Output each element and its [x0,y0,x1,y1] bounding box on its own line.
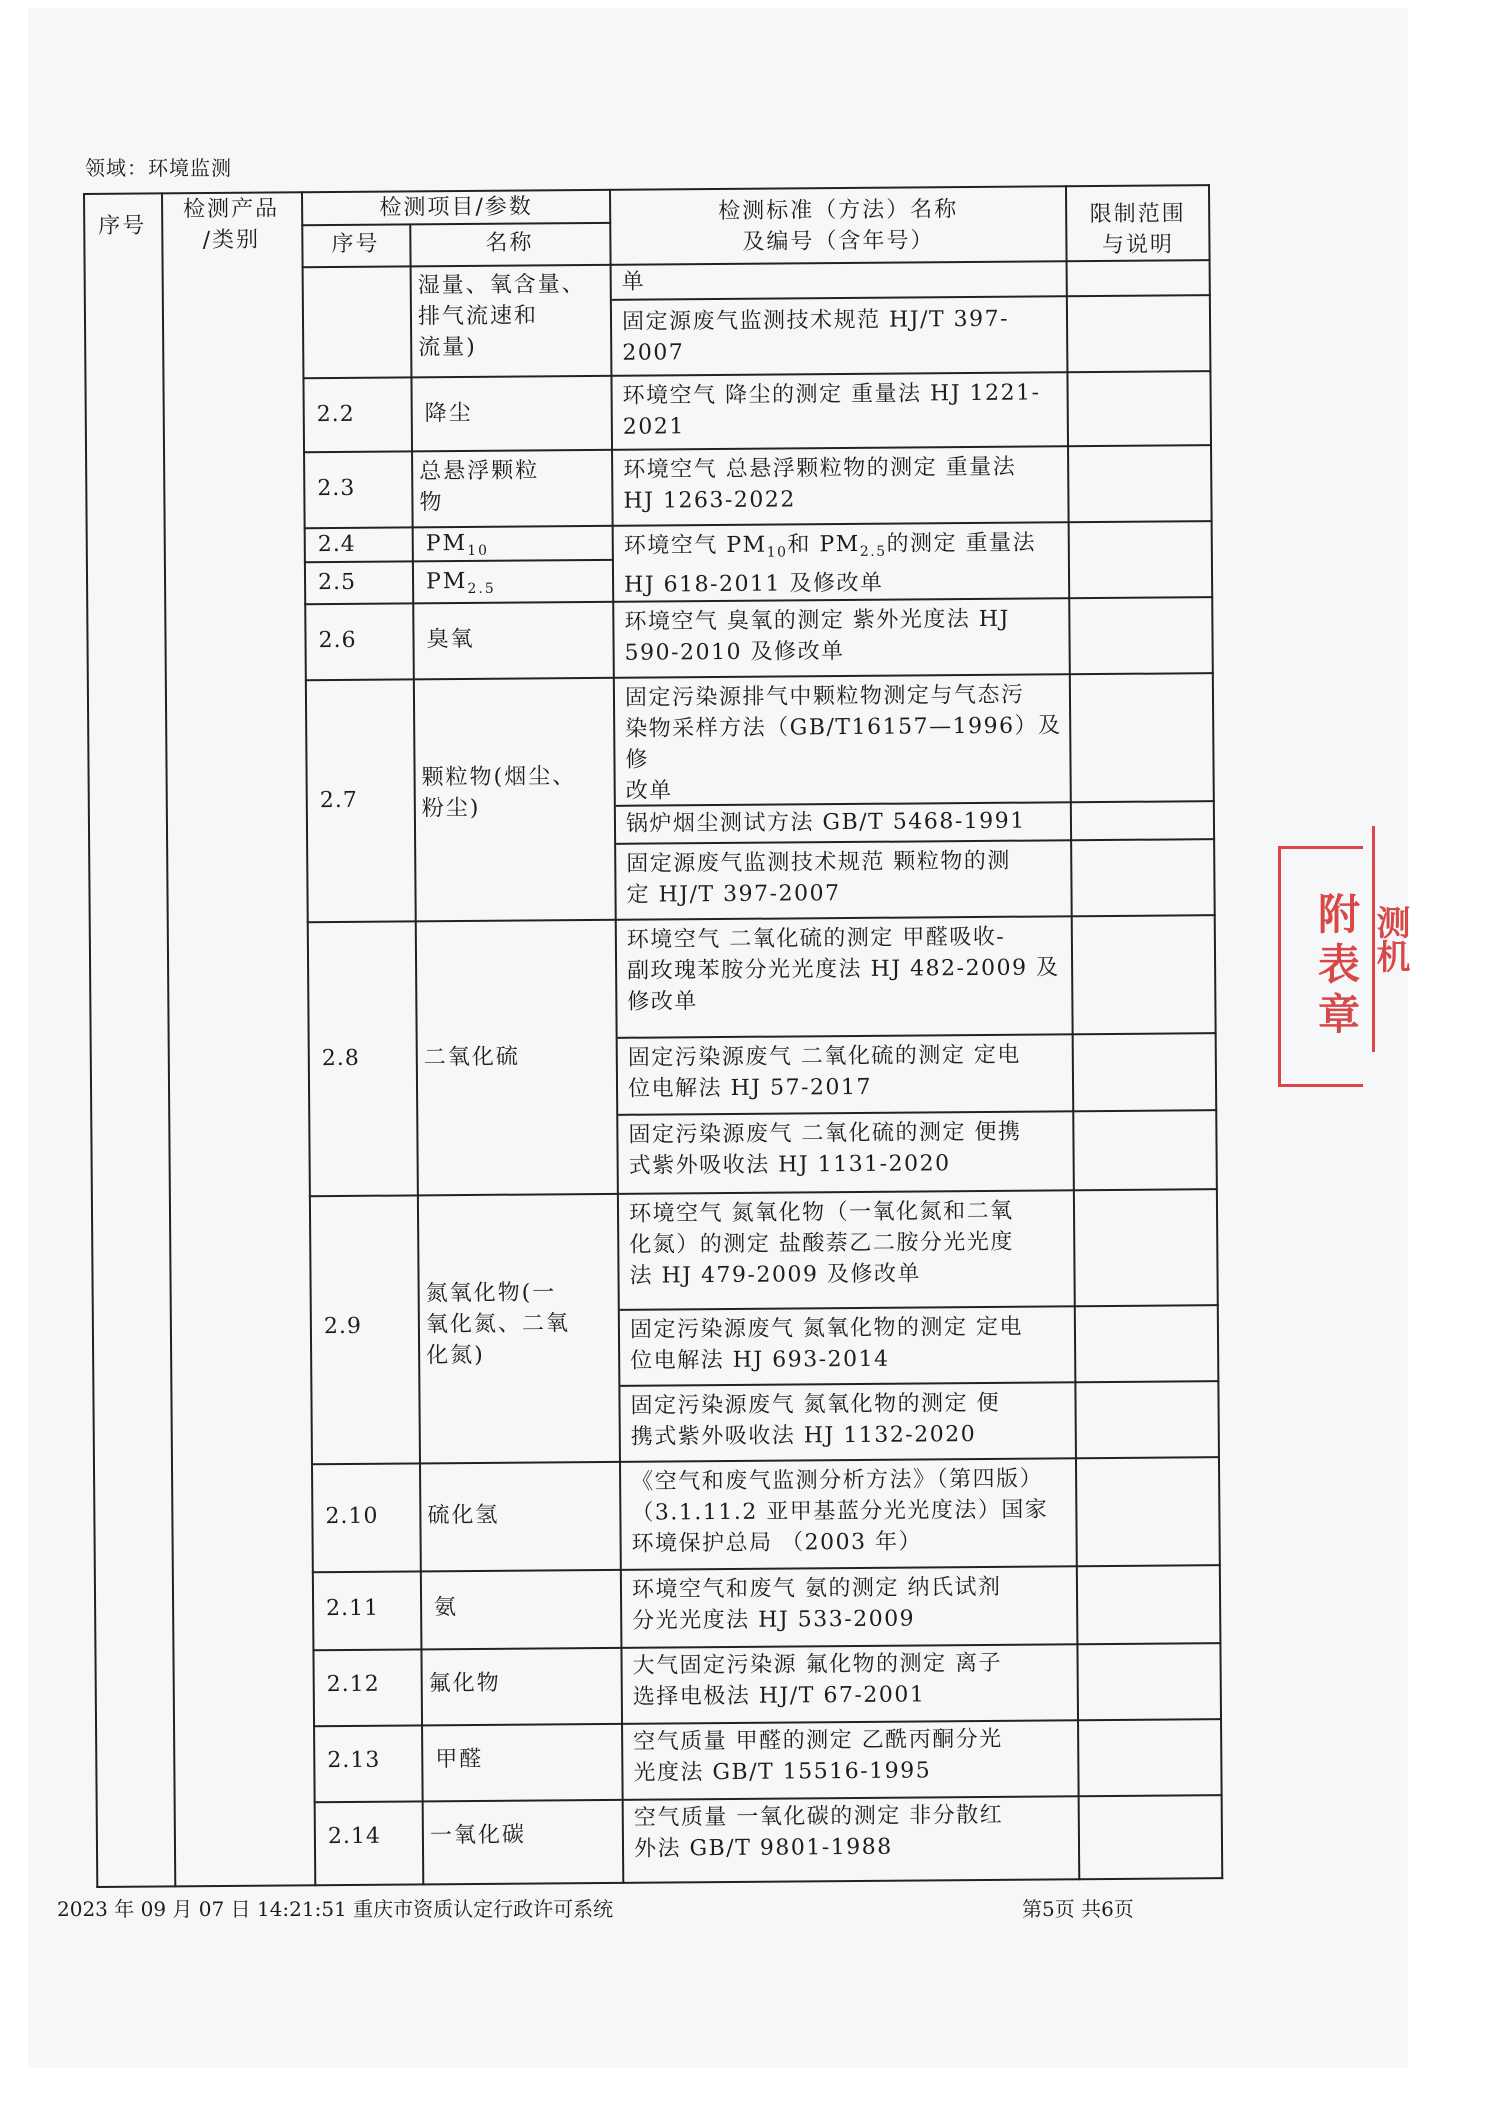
item-name: 硫化氢 [427,1502,500,1529]
standard-text: 固定污染源废气 二氧化硫的测定 便携 式紫外吸收法 HJ 1131-2020 [628,1119,1022,1179]
col-divider-1 [161,192,176,1887]
row-line [618,1032,1217,1039]
standard-text: 环境空气 臭氧的测定 紫外光度法 HJ 590-2010 及修改单 [624,606,1010,666]
row-line [312,1564,1221,1573]
footer-timestamp: 2023 年 09 月 07 日 14:21:51 重庆市资质认定行政许可系统 [57,1897,614,1921]
item-name: 湿量、氧含量、 排气流速和 流量) [417,272,586,361]
standard-text: 大气固定污染源 氟化物的测定 离子 选择电极法 HJ/T 67-2001 [632,1650,1003,1710]
standard-text: 固定源废气监测技术规范 HJ/T 397- 2007 [621,306,1010,366]
item-seq: 2.8 [321,1045,360,1072]
standard-text: 空气质量 一氧化碳的测定 非分散红 外法 GB/T 9801-1988 [633,1802,1004,1862]
official-seal-stamp: 附表章 [1278,846,1363,1087]
item-seq: 2.6 [318,627,357,654]
item-seq: 2.7 [319,787,358,814]
field-label: 领域：环境监测 [85,156,232,180]
standard-text: 环境空气和废气 氨的测定 纳氏试剂 分光光度法 HJ 533-2009 [631,1574,1002,1634]
item-name: 氟化物 [428,1670,501,1697]
header-standard: 检测标准（方法）名称 及编号（含年号） [718,197,959,255]
item-name: 二氧化硫 [423,1044,520,1071]
item-name: 颗粒物(烟尘、 粉尘) [421,764,577,822]
row-line [620,1304,1219,1311]
item-name: 臭氧 [426,626,475,653]
item-name: $PM_{2.5}$ [425,568,496,597]
col-divider-2 [301,191,316,1886]
header-item-seq: 序号 [331,231,380,258]
item-seq: 2.9 [323,1313,363,1340]
item-seq: 2.2 [316,401,355,428]
row-line [311,1456,1220,1465]
accreditation-table [83,184,1223,1888]
header-seq: 序号 [98,213,147,239]
standard-text: 环境空气 $PM_{10}$和 $PM_{2.5}$的测定 重量法 HJ 618-2011 及修改单 [623,530,1037,598]
footer-page-number: 第5页 共6页 [1022,1897,1134,1921]
standard-text: 空气质量 甲醛的测定 乙酰丙酮分光 光度法 GB/T 15516-1995 [633,1726,1003,1786]
row-line [309,1188,1218,1197]
item-seq: 2.10 [325,1503,379,1530]
standard-text: 固定污染源废气 二氧化硫的测定 定电 位电解法 HJ 57-2017 [627,1042,1021,1102]
standard-text: 环境空气 总悬浮颗粒物的测定 重量法 HJ 1263-2022 [623,454,1017,514]
standard-text: 单 [621,269,646,295]
row-line [305,672,1214,681]
standard-text: 固定污染源废气 氮氧化物的测定 便 携式紫外吸收法 HJ 1132-2020 [630,1390,1001,1450]
item-seq: 2.14 [327,1823,381,1850]
item-seq: 2.12 [326,1671,380,1698]
item-name: 氨 [434,1595,459,1621]
standard-text: 环境空气 二氧化硫的测定 甲醛吸收- 副玫瑰苯胺分光光度法 HJ 482-2009 及 修改单 [626,924,1060,1015]
header-item-group: 检测项目/参数 [379,194,533,221]
standard-text: 锅炉烟尘测试方法 GB/T 5468-1991 [625,808,1026,837]
row-line [307,914,1216,923]
item-name: $PM_{10}$ [425,530,490,559]
header-limit: 限制范围 与说明 [1089,201,1186,258]
header-item-name: 名称 [485,230,534,256]
row-line [302,370,1211,379]
official-seal-fragment: 测机 [1372,826,1415,1052]
item-seq: 2.5 [317,569,357,596]
item-seq: 2.3 [317,475,356,502]
item-seq: 2.11 [326,1595,380,1622]
standard-text: 固定污染源排气中颗粒物测定与气态污 染物采样方法（GB/T16157—1996）及修 改单 [624,682,1062,804]
standard-text: 环境空气 氮氧化物（一氧化氮和二氧 化氮）的测定 盐酸萘乙二胺分光光度 法 HJ 479-2009 及修改单 [628,1198,1014,1289]
standard-text: 《空气和废气监测分析方法》（第四版） （3.1.11.2 亚甲基蓝分光光度法）国家 环境保护总局 （2003 年） [631,1466,1049,1557]
row-line [620,1380,1219,1387]
item-seq: 2.4 [317,531,356,558]
item-name: 一氧化碳 [429,1822,527,1849]
item-name: 甲醛 [435,1746,484,1773]
header-category: 检测产品 /类别 [183,196,280,254]
standard-text: 固定污染源废气 氮氧化物的测定 定电 位电解法 HJ 693-2014 [629,1314,1024,1374]
item-seq: 2.13 [327,1747,381,1774]
item-name: 总悬浮颗粒 物 [419,458,540,516]
standard-text: 环境空气 降尘的测定 重量法 HJ 1221- 2021 [622,380,1041,440]
row-line [618,1109,1217,1116]
item-name: 降尘 [424,400,473,427]
standard-text: 固定源废气监测技术规范 颗粒物的测 定 HJ/T 397-2007 [626,848,1011,908]
row-line [303,444,1212,453]
item-name: 氮氧化物(一 氧化氮、二氧 化氮) [425,1280,571,1369]
